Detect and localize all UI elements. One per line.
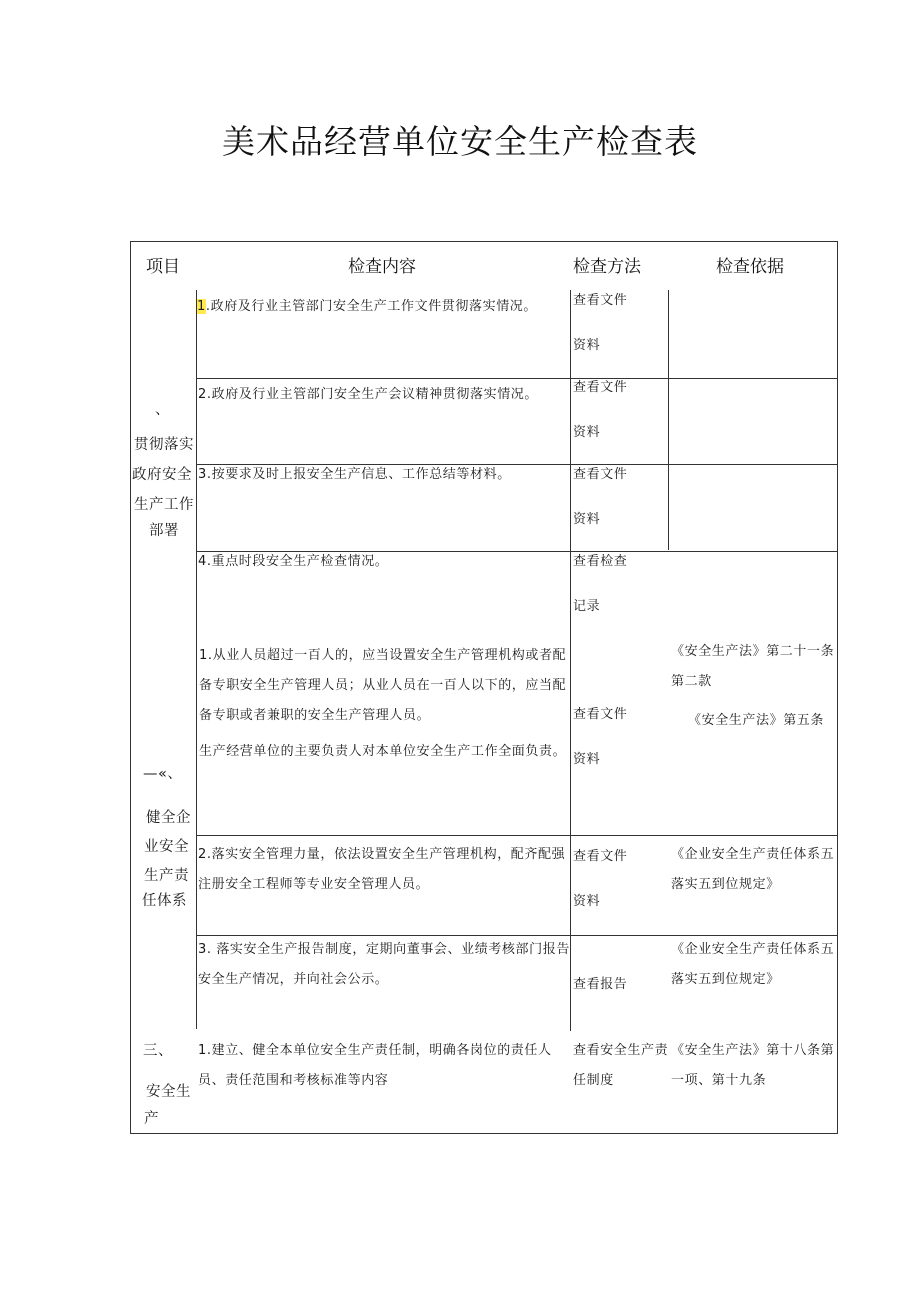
- section1-item-label-3: 政府安全: [132, 467, 192, 483]
- section1-item-label-2: 贯彻落实: [134, 437, 194, 453]
- section1-row1-method-1: 查看文件: [573, 293, 628, 308]
- header-content: 检查内容: [348, 257, 416, 277]
- section1-row2-method-2: 资料: [573, 425, 601, 440]
- section2-row1-content: 1.从业人员超过一百人的，应当设置安全生产管理机构或者配备专职安全生产管理人员；从业人员在一百人以下的，应当配备专职或者兼职的安全生产管理人员。: [199, 648, 567, 723]
- section1-row2-content: 2.政府及行业主管部门安全生产会议精神贯彻落实情况。: [198, 387, 539, 402]
- section3-row1-basis: 《安全生产法》第十八条第一项、第十九条: [671, 1043, 835, 1088]
- section1-row2-method-1: 查看文件: [573, 380, 628, 395]
- section2-row2-method-2: 资料: [573, 894, 601, 909]
- section2-item-label-3: 生产责: [144, 868, 189, 884]
- section2-item-label-1: 健全企: [146, 810, 191, 826]
- header-item: 项目: [146, 257, 180, 277]
- section1-row4-content: 4.重点时段安全生产检查情况。: [198, 554, 389, 569]
- section2-row3-content: 3. 落实安全生产报告制度，定期向董事会、业绩考核部门报告安全生产情况，并向社会公示。: [198, 942, 570, 987]
- section3-row1-method: 查看安全生产责任制度: [573, 1043, 669, 1088]
- section3-row1-content: 1.建立、健全本单位安全生产责任制，明确各岗位的责任人员、责任范围和考核标准等内容: [198, 1043, 552, 1088]
- section2-row1-content2: 生产经营单位的主要负责人对本单位安全生产工作全面负责。: [199, 744, 567, 759]
- section2-mark: —«、: [143, 766, 183, 782]
- section3-num: 三、: [143, 1043, 173, 1059]
- section1-row1-method-2: 资料: [573, 338, 601, 353]
- section2-row2-method-1: 查看文件: [573, 849, 628, 864]
- header-method: 检查方法: [573, 257, 641, 277]
- section2-row1-method-2: 资料: [573, 752, 601, 767]
- section2-item-label-4: 任体系: [142, 893, 187, 909]
- section3-item-label-2: 产: [144, 1111, 159, 1127]
- section2-item-label-2: 业安全: [144, 839, 189, 855]
- section2-row1-method-1: 查看文件: [573, 707, 628, 722]
- section1-row3-method-2: 资料: [573, 512, 601, 527]
- section2-row2-content: 2.落实安全管理力量，依法设置安全生产管理机构，配齐配强注册安全工程师等专业安全管理人员。: [198, 847, 566, 892]
- section2-row1-basis-2: 《安全生产法》第五条: [688, 713, 825, 728]
- section2-row1-basis-1: 《安全生产法》第二十一条第二款: [671, 644, 835, 689]
- section2-row2-basis: 《企业安全生产责任体系五落实五到位规定》: [671, 847, 835, 892]
- section1-row3-method-1: 查看文件: [573, 467, 628, 482]
- header-basis: 检查依据: [716, 257, 784, 277]
- section1-row1-content: 1.政府及行业主管部门安全生产工作文件贯彻落实情况。: [197, 299, 538, 314]
- section1-row3-content: 3.按要求及时上报安全生产信息、工作总结等材料。: [198, 467, 511, 482]
- section2-row3-method: 查看报告: [573, 977, 628, 992]
- section1-item-label-5: 部署: [149, 523, 179, 539]
- highlight-number: 1: [197, 299, 206, 314]
- page-title: 美术品经营单位安全生产检查表: [222, 122, 698, 161]
- section1-row4-method-2: 记录: [573, 599, 601, 614]
- section1-row4-method-1: 查看检查: [573, 554, 628, 569]
- section1-item-label-4: 生产工作: [134, 497, 194, 513]
- section2-row3-basis: 《企业安全生产责任体系五落实五到位规定》: [671, 942, 835, 987]
- section1-item-label-1: 、: [155, 402, 170, 418]
- section3-item-label-1: 安全生: [146, 1084, 191, 1100]
